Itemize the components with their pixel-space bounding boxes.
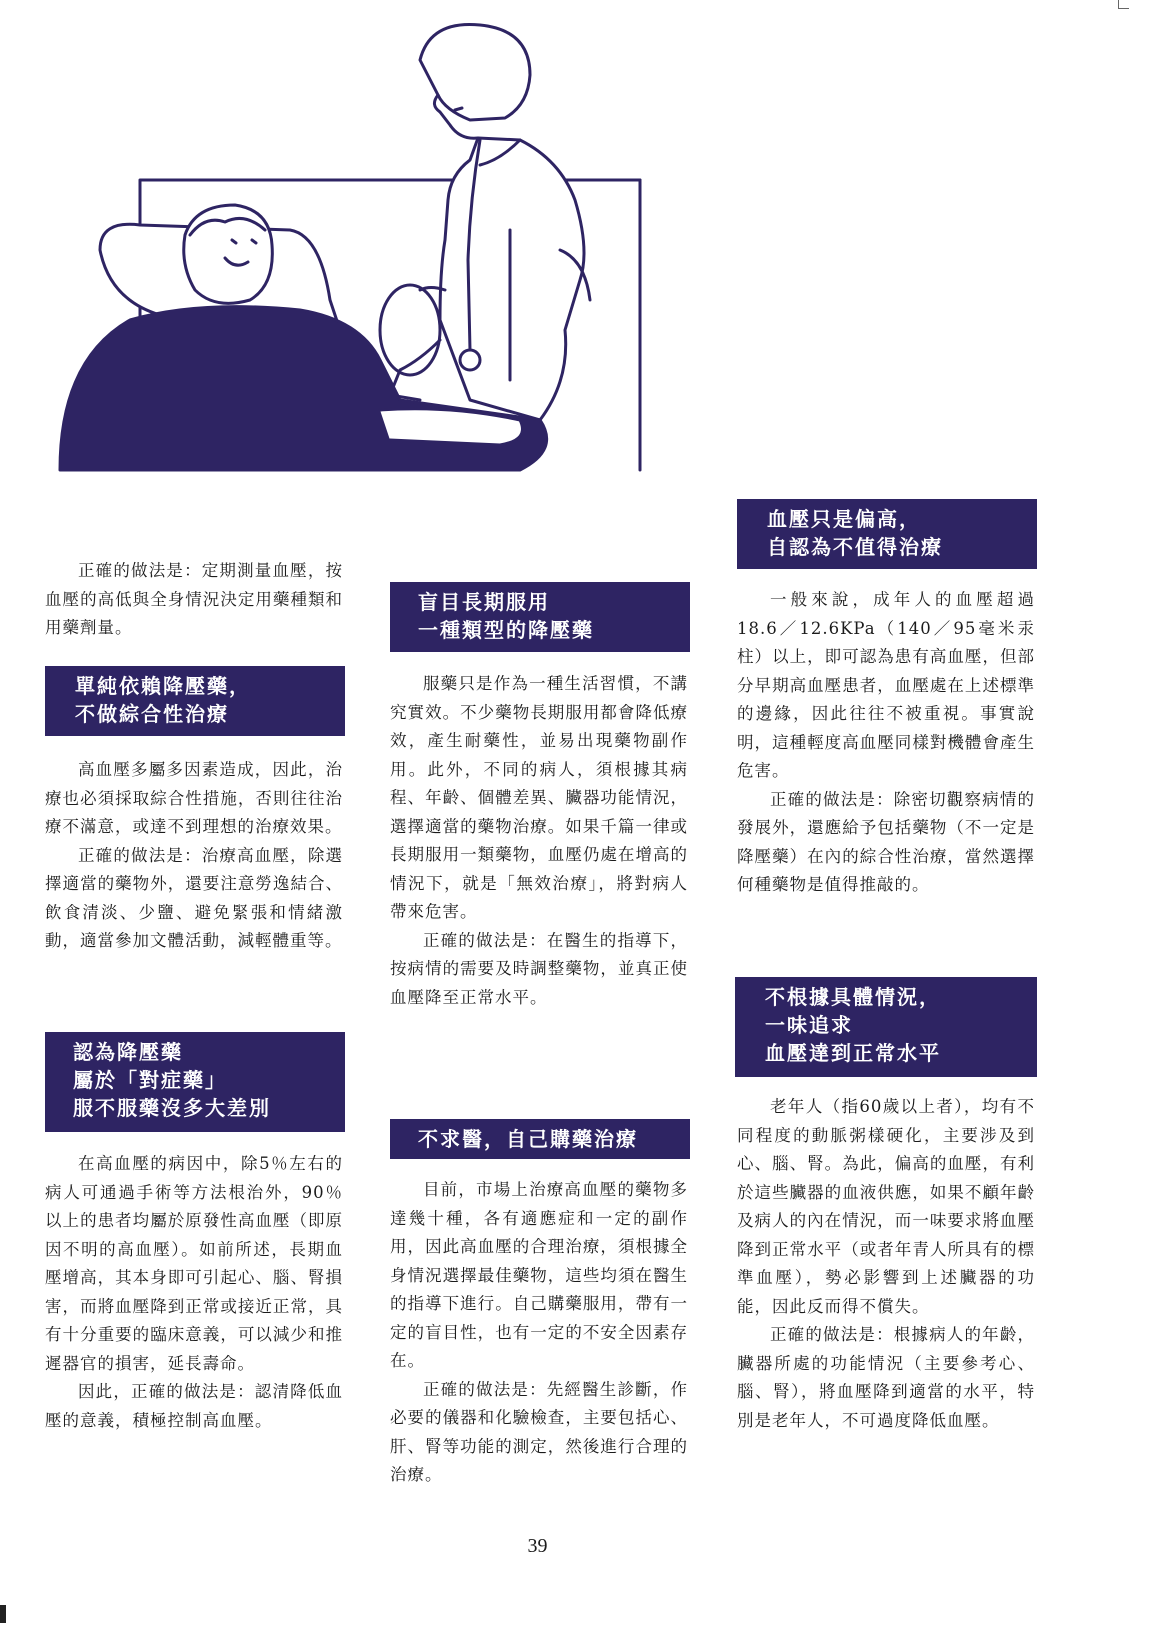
heading-box: [45, 1032, 345, 1132]
column-1: [45, 557, 343, 643]
heading-box: [737, 499, 1037, 569]
heading-line: 屬於「對症藥」: [73, 1068, 227, 1092]
paragraph: 正確的做法是：定期測量血壓，按血壓的高低與全身情況決定用藥種類和用藥劑量。: [45, 561, 343, 637]
column-3: [737, 1093, 1035, 1435]
paragraph: 正確的做法是：根據病人的年齡，臟器所處的功能情況（主要參考心、腦、腎），將血壓降到適當的水平，特別是老年人，不可過度降低血壓。: [737, 1325, 1035, 1430]
heading-line: 不做綜合性治療: [75, 702, 229, 726]
paragraph: 正確的做法是：先經醫生診斷，作必要的儀器和化驗檢查，主要包括心、肝、腎等功能的測定，然後進行合理的治療。: [390, 1379, 688, 1484]
paragraph: 高血壓多屬多因素造成，因此，治療也必須採取綜合性措施，否則往往治療不滿意，或達不到理想的治療效果。: [45, 760, 343, 836]
heading-line: 血壓只是偏高，: [767, 507, 921, 531]
paragraph: 一般來說，成年人的血壓超過18.6／12.6KPa（140／95毫米汞柱）以上，即可認為患有高血壓，但部分早期高血壓患者，血壓處在上述標準的邊緣，因此往往不被重視。事實說明，這種輕度高血壓同樣對機體會產生危害。: [737, 590, 1035, 780]
heading-line: 一種類型的降壓藥: [418, 618, 594, 642]
heading-box: [390, 582, 690, 652]
heading-line: 認為降壓藥: [73, 1040, 183, 1064]
heading-line: 不求醫，自己購藥治療: [418, 1127, 638, 1151]
nurse-patient-illustration: [0, 0, 1153, 500]
column-2: [390, 1176, 688, 1490]
heading-line: 不根據具體情況，: [765, 985, 941, 1009]
paragraph: 正確的做法是：治療高血壓，除選擇適當的藥物外，還要注意勞逸結合、飲食清淡、少鹽、避免緊張和情緒激動，適當參加文體活動，減輕體重等。: [45, 845, 343, 950]
heading-box: [735, 977, 1037, 1077]
paragraph: 老年人（指60歲以上者），均有不同程度的動脈粥樣硬化，主要涉及到心、腦、腎。為此，偏高的血壓，有利於這些臟器的血液供應，如果不顧年齡及病人的內在情況，而一味要求將血壓降到正常水平（或者年青人所具有的標準血壓），勢必影響到上述臟器的功能，因此反而得不償失。: [737, 1097, 1035, 1316]
paragraph: 正確的做法是：在醫生的指導下，按病情的需要及時調整藥物，並真正使血壓降至正常水平。: [390, 930, 688, 1007]
paragraph: 服藥只是作為一種生活習慣，不講究實效。不少藥物長期服用都會降低療效，產生耐藥性，並易出現藥物副作用。此外，不同的病人，須根據其病程、年齡、個體差異、臟器功能情況，選擇適當的藥物治療。如果千篇一律或長期服用一類藥物，血壓仍處在增高的情況下，就是「無效治療」，將對病人帶來危害。: [390, 674, 688, 921]
column-3: [737, 586, 1035, 900]
heading-box: [45, 666, 345, 736]
page-number: 39: [527, 1535, 548, 1557]
paragraph: 正確的做法是：除密切觀察病情的發展外，還應給予包括藥物（不一定是降壓藥）在內的綜合性治療，當然選擇何種藥物是值得推敲的。: [737, 789, 1035, 894]
column-1: [45, 1150, 343, 1435]
column-1: [45, 756, 343, 956]
paragraph: 因此，正確的做法是：認清降低血壓的意義，積極控制高血壓。: [45, 1382, 343, 1430]
heading-line: 一味追求: [765, 1013, 853, 1037]
scan-mark: [0, 1605, 6, 1623]
heading-line: 血壓達到正常水平: [765, 1041, 941, 1065]
heading-line: 盲目長期服用: [418, 590, 550, 614]
heading-box: [390, 1119, 690, 1159]
crop-mark: [1118, 0, 1129, 9]
heading-line: 單純依賴降壓藥，: [75, 674, 251, 698]
heading-line: 服不服藥沒多大差別: [73, 1096, 271, 1120]
column-2: [390, 670, 688, 1012]
paragraph: 在高血壓的病因中，除5％左右的病人可通過手術等方法根治外，90％以上的患者均屬於原發性高血壓（即原因不明的高血壓）。如前所述，長期血壓增高，其本身即可引起心、腦、腎損害，而將血壓降到正常或接近正常，具有十分重要的臨床意義，可以減少和推遲器官的損害，延長壽命。: [45, 1154, 343, 1373]
heading-line: 自認為不值得治療: [767, 535, 943, 559]
paragraph: 目前，市場上治療高血壓的藥物多達幾十種，各有適應症和一定的副作用，因此高血壓的合理治療，須根據全身情況選擇最佳藥物，這些均須在醫生的指導下進行。自己購藥服用，帶有一定的盲目性，也有一定的不安全因素存在。: [390, 1180, 688, 1370]
